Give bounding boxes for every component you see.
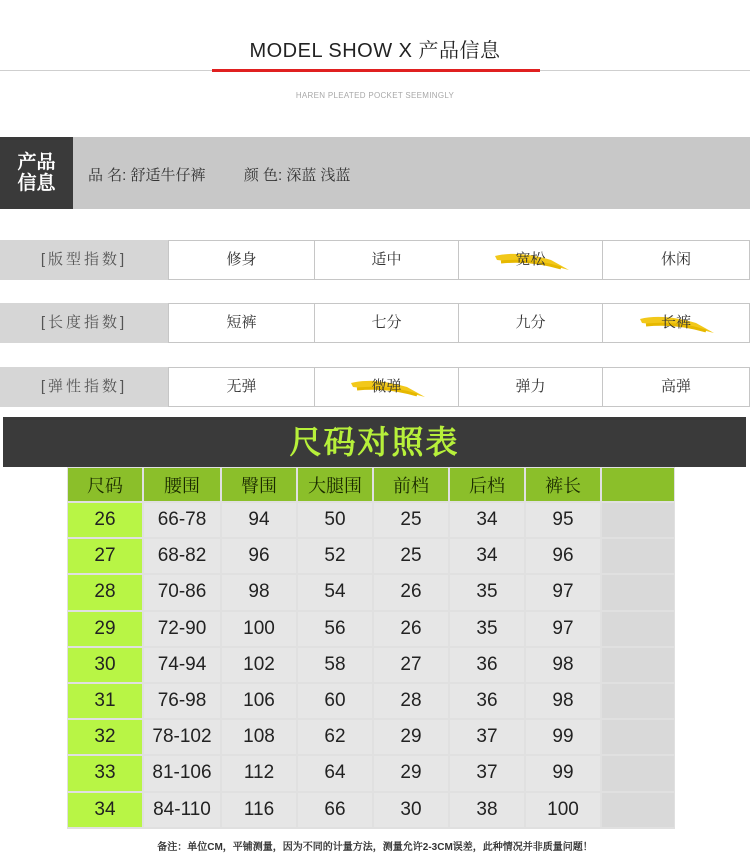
fit-option-4 xyxy=(602,240,750,280)
cell-back-rise: 34 xyxy=(450,503,524,537)
cell-back-rise: 36 xyxy=(450,684,524,718)
name-value: 舒适牛仔裤 xyxy=(130,167,206,184)
cell-length: 99 xyxy=(526,720,600,754)
option-label: 短裤 xyxy=(226,314,257,331)
cell-back-rise: 37 xyxy=(450,756,524,790)
cell-front-rise: 30 xyxy=(374,793,448,827)
option-label: 休闲 xyxy=(660,251,691,268)
cell-extra xyxy=(602,539,674,573)
size-chart-title: 尺码对照表 xyxy=(289,424,460,460)
fit-option-2 xyxy=(314,240,459,280)
option-label: 修身 xyxy=(226,251,257,268)
badge-line-2: 信息 xyxy=(17,173,56,194)
length-index-row xyxy=(0,303,750,343)
cell-front-rise: 25 xyxy=(374,503,448,537)
size-chart-table xyxy=(67,467,675,829)
cell-hip: 94 xyxy=(222,503,296,537)
header-extra xyxy=(602,468,674,501)
cell-size: 28 xyxy=(68,575,142,609)
color-value: 深蓝 浅蓝 xyxy=(286,167,351,184)
stretch-index-label: [弹性指数] xyxy=(40,378,128,395)
option-label: 长裤 xyxy=(660,314,691,331)
cell-length: 97 xyxy=(526,575,600,609)
length-index-label: [长度指数] xyxy=(40,314,128,331)
cell-waist: 78-102 xyxy=(144,720,220,754)
badge-line-1: 产品 xyxy=(17,152,56,173)
product-info-badge xyxy=(0,137,73,209)
cell-thigh: 52 xyxy=(298,539,372,573)
cell-hip: 102 xyxy=(222,648,296,682)
cell-extra xyxy=(602,793,674,827)
option-label: 适中 xyxy=(371,251,402,268)
length-option-2 xyxy=(314,303,459,343)
cell-front-rise: 26 xyxy=(374,575,448,609)
option-label: 七分 xyxy=(371,314,402,331)
fit-option-3 xyxy=(458,240,603,280)
cell-length: 98 xyxy=(526,648,600,682)
section-subtitle: HAREN PLEATED POCKET SEEMINGLY xyxy=(295,91,455,100)
header-length: 裤长 xyxy=(526,468,600,501)
cell-hip: 112 xyxy=(222,756,296,790)
cell-extra xyxy=(602,612,674,646)
cell-back-rise: 35 xyxy=(450,575,524,609)
cell-hip: 108 xyxy=(222,720,296,754)
cell-waist: 84-110 xyxy=(144,793,220,827)
header-thigh: 大腿围 xyxy=(298,468,372,501)
cell-hip: 116 xyxy=(222,793,296,827)
cell-waist: 66-78 xyxy=(144,503,220,537)
cell-length: 98 xyxy=(526,684,600,718)
cell-thigh: 58 xyxy=(298,648,372,682)
cell-length: 100 xyxy=(526,793,600,827)
option-label: 高弹 xyxy=(660,378,691,395)
cell-front-rise: 28 xyxy=(374,684,448,718)
cell-size: 29 xyxy=(68,612,142,646)
length-option-3 xyxy=(458,303,603,343)
cell-size: 30 xyxy=(68,648,142,682)
cell-thigh: 64 xyxy=(298,756,372,790)
cell-extra xyxy=(602,720,674,754)
cell-extra xyxy=(602,575,674,609)
stretch-option-1 xyxy=(168,367,315,407)
stretch-option-3 xyxy=(458,367,603,407)
stretch-index-row xyxy=(0,367,750,407)
cell-waist: 70-86 xyxy=(144,575,220,609)
cell-size: 31 xyxy=(68,684,142,718)
cell-waist: 72-90 xyxy=(144,612,220,646)
measurement-note: 备注：单位CM，平铺测量，因为不同的计量方法，测量允许2-3CM误差，此种情况并非质量问题！ xyxy=(157,842,593,853)
cell-front-rise: 26 xyxy=(374,612,448,646)
cell-waist: 81-106 xyxy=(144,756,220,790)
cell-hip: 106 xyxy=(222,684,296,718)
cell-extra xyxy=(602,684,674,718)
cell-thigh: 56 xyxy=(298,612,372,646)
fit-index-row xyxy=(0,240,750,280)
cell-length: 97 xyxy=(526,612,600,646)
name-label: 品 名: xyxy=(88,167,127,184)
cell-waist: 74-94 xyxy=(144,648,220,682)
length-option-4 xyxy=(602,303,750,343)
cell-size: 27 xyxy=(68,539,142,573)
header-hip: 臀围 xyxy=(222,468,296,501)
stretch-option-4 xyxy=(602,367,750,407)
cell-extra xyxy=(602,648,674,682)
option-label: 宽松 xyxy=(515,251,546,268)
option-label: 九分 xyxy=(515,314,546,331)
cell-size: 26 xyxy=(68,503,142,537)
cell-extra xyxy=(602,503,674,537)
option-label: 弹力 xyxy=(515,378,546,395)
cell-thigh: 60 xyxy=(298,684,372,718)
stretch-option-2 xyxy=(314,367,459,407)
section-title: MODEL SHOW X 产品信息 xyxy=(249,40,501,62)
cell-back-rise: 36 xyxy=(450,648,524,682)
header-back-rise: 后档 xyxy=(450,468,524,501)
cell-back-rise: 34 xyxy=(450,539,524,573)
option-label: 无弹 xyxy=(226,378,257,395)
cell-size: 32 xyxy=(68,720,142,754)
cell-hip: 96 xyxy=(222,539,296,573)
cell-waist: 68-82 xyxy=(144,539,220,573)
header-size: 尺码 xyxy=(68,468,142,501)
header-front-rise: 前档 xyxy=(374,468,448,501)
option-label: 微弹 xyxy=(371,378,402,395)
cell-back-rise: 35 xyxy=(450,612,524,646)
cell-hip: 100 xyxy=(222,612,296,646)
cell-back-rise: 38 xyxy=(450,793,524,827)
cell-thigh: 50 xyxy=(298,503,372,537)
cell-size: 34 xyxy=(68,793,142,827)
cell-extra xyxy=(602,756,674,790)
cell-length: 99 xyxy=(526,756,600,790)
cell-size: 33 xyxy=(68,756,142,790)
cell-thigh: 54 xyxy=(298,575,372,609)
cell-front-rise: 29 xyxy=(374,720,448,754)
cell-hip: 98 xyxy=(222,575,296,609)
cell-length: 95 xyxy=(526,503,600,537)
header-waist: 腰围 xyxy=(144,468,220,501)
cell-thigh: 62 xyxy=(298,720,372,754)
fit-option-1 xyxy=(168,240,315,280)
cell-waist: 76-98 xyxy=(144,684,220,718)
cell-front-rise: 27 xyxy=(374,648,448,682)
length-option-1 xyxy=(168,303,315,343)
cell-front-rise: 25 xyxy=(374,539,448,573)
product-info-text xyxy=(88,164,351,185)
cell-length: 96 xyxy=(526,539,600,573)
cell-front-rise: 29 xyxy=(374,756,448,790)
accent-underline xyxy=(212,69,540,72)
cell-back-rise: 37 xyxy=(450,720,524,754)
fit-index-label: [版型指数] xyxy=(40,251,128,268)
cell-thigh: 66 xyxy=(298,793,372,827)
color-label: 颜 色: xyxy=(243,167,283,184)
